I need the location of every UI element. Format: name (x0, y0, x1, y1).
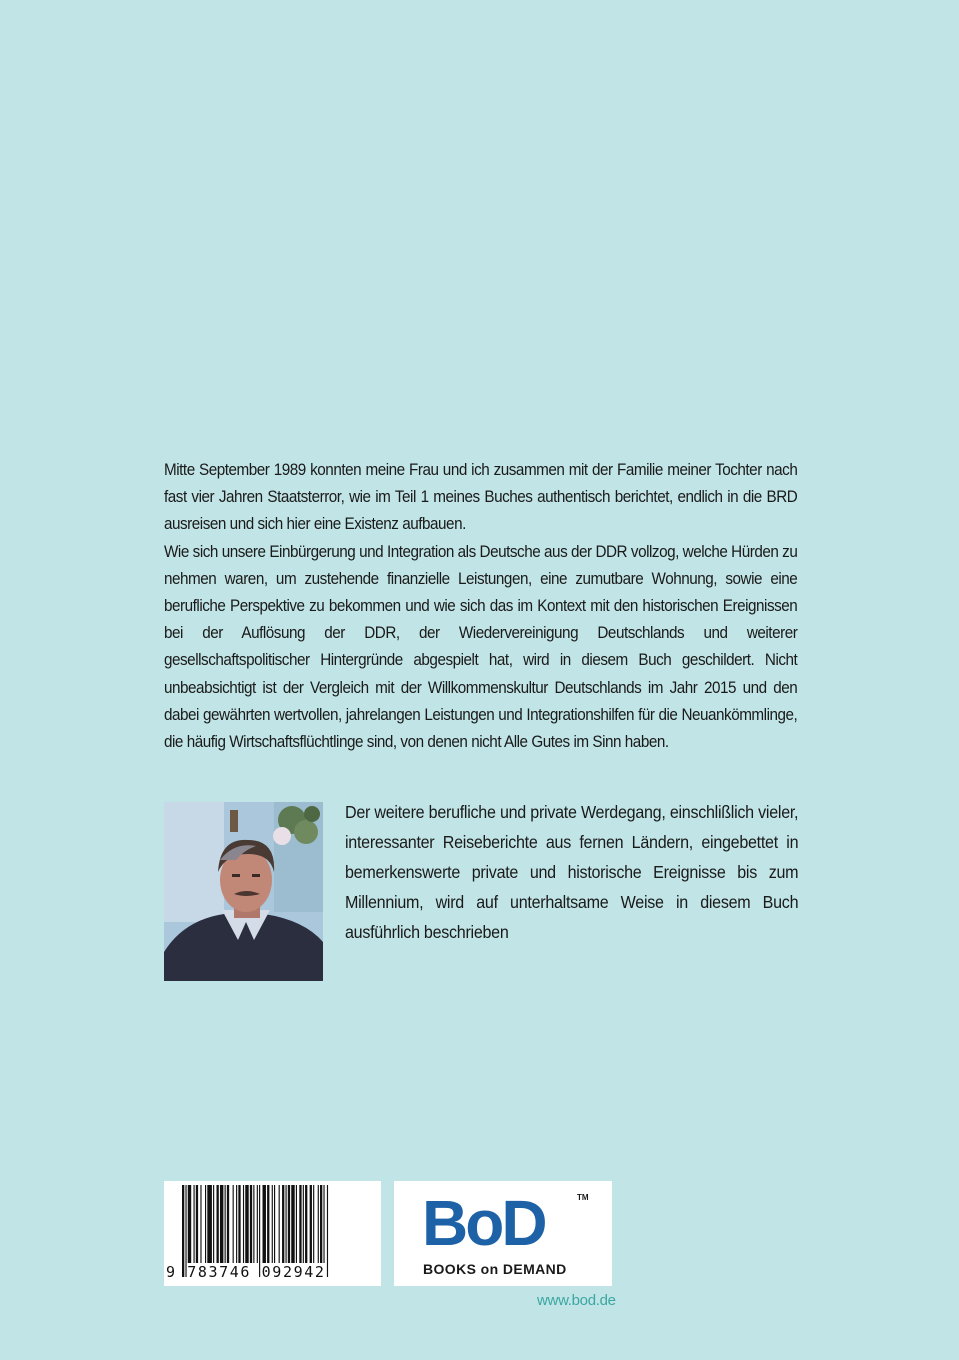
blurb-paragraph-2: Wie sich unsere Einbürgerung und Integration als Deutsche aus der DDR vollzog, welche Hürden zu nehmen waren, um zustehende finanzielle Leistungen, eine zumutbare Wohnung, sowie eine berufliche Perspektive zu bekommen und wie sich das im Kontext mit den historischen Ereignissen bei der Auflösung der DDR, der Wiedervereinigung Deutschlands und weiterer gesellschaftspolitischer Hintergründe abgespielt hat, wird in diesem Buch geschildert. Nicht unbeabsichtigt ist der Vergleich mit der Willkommenskultur Deutschlands im Jahr 2015 und den dabei gewährten wertvollen, jahrelangen Leistungen und Integrationshilfen für die Neuankömmlinge, die häufig Wirtschaftsflüchtlinge sind, von denen nicht Alle Gutes im Sinn haben. (164, 542, 798, 752)
barcode-bar (207, 1185, 212, 1263)
barcode-bar (286, 1185, 287, 1263)
bod-logo: BoD (422, 1187, 545, 1259)
barcode-bar (267, 1185, 269, 1263)
barcode-bar (320, 1185, 322, 1263)
barcode-bar (238, 1185, 240, 1263)
barcode-bar (296, 1185, 297, 1263)
barcode-bar (250, 1185, 252, 1263)
barcode-bar (227, 1185, 229, 1263)
barcode-bar (217, 1185, 219, 1263)
barcode-bar (194, 1185, 195, 1263)
barcode-bar (288, 1185, 290, 1263)
barcode-bar (313, 1185, 314, 1263)
barcode-bar (243, 1185, 244, 1263)
blurb-paragraph-1: Mitte September 1989 konnten meine Frau und ich zusammen mit der Familie meiner Tochter nach fast vier Jahren Staatsterror, wie im Teil 1 meines Buches authentisch berichtet, endlich in die BRD ausreisen und sich hier eine Existenz aufbauen. (164, 461, 798, 534)
barcode-bar (225, 1185, 226, 1263)
back-cover-blurb (164, 457, 797, 756)
barcode-bar (263, 1185, 266, 1263)
barcode-bar (303, 1185, 304, 1263)
author-photo (164, 802, 323, 981)
barcode-bar (291, 1185, 294, 1263)
trademark-mark: TM (577, 1193, 589, 1202)
publisher-logo-box (394, 1181, 612, 1286)
barcode-bar (274, 1185, 275, 1263)
author-bio: Der weitere berufliche und private Werdegang, einschlißlich vieler, interessanter Reiseberichte aus fernen Ländern, eingebettet in bemerkenswerte private und historische Ereignisse bis zum Millennium, wird auf unterhaltsame Weise in diesem Buch ausführlich beschrieben (345, 802, 799, 942)
barcode-bar (299, 1185, 301, 1263)
barcode-bar (213, 1185, 214, 1263)
barcode-bar (220, 1185, 223, 1263)
publisher-url: www.bod.de (537, 1292, 616, 1309)
barcode-bar (236, 1185, 237, 1263)
barcode-bar (253, 1185, 254, 1263)
barcode-bar (305, 1185, 307, 1263)
barcode-bar (196, 1185, 198, 1263)
barcode-bar (233, 1185, 234, 1263)
publisher-tagline: BOOKS on DEMAND (423, 1261, 567, 1277)
isbn-number: 9 783746 092942 (166, 1263, 326, 1281)
barcode-bar (257, 1185, 258, 1263)
barcode-bar (245, 1185, 248, 1263)
isbn-barcode (164, 1181, 381, 1286)
barcode-bar (200, 1185, 201, 1263)
barcode-bar (323, 1185, 324, 1263)
barcode-bar (279, 1185, 280, 1263)
barcode-bar (188, 1185, 191, 1263)
barcode-bar (272, 1185, 273, 1263)
barcode-bar (318, 1185, 319, 1263)
barcode-bar (282, 1185, 284, 1263)
barcode-bar (310, 1185, 312, 1263)
barcode-bar (205, 1185, 206, 1263)
